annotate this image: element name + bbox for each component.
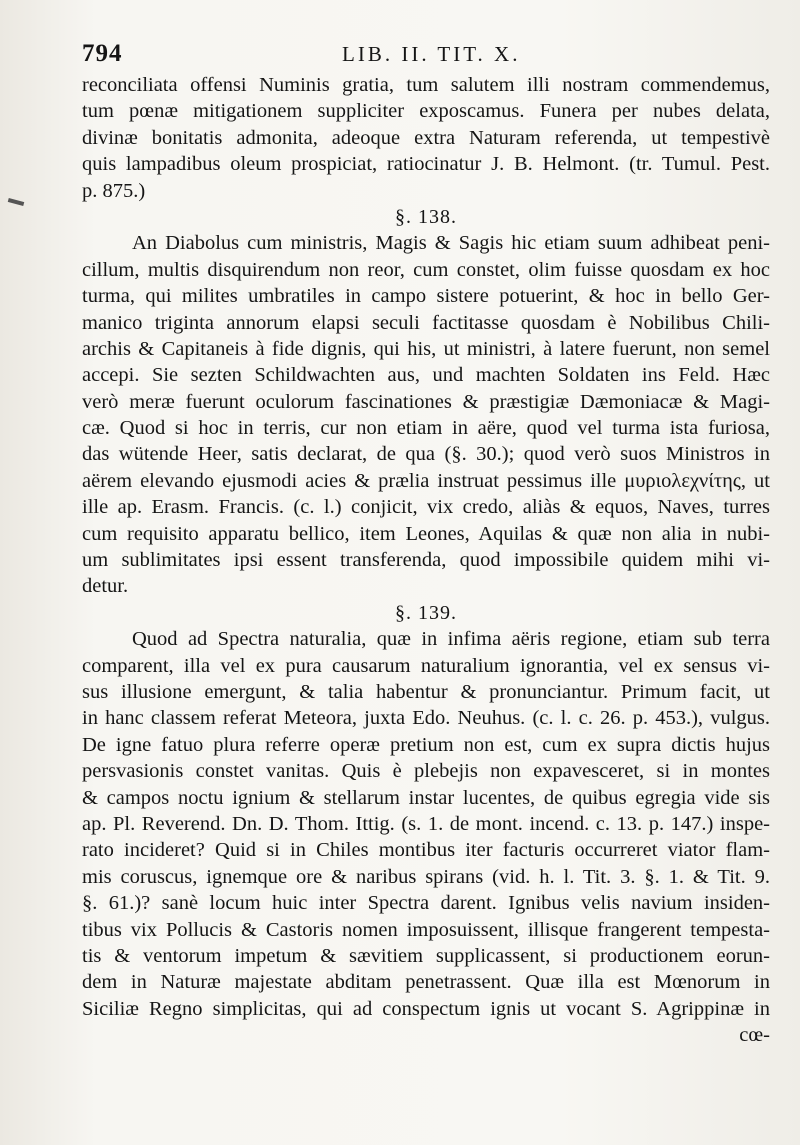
text-line: manico triginta annorum elapsi seculi factitasse quosdam è Nobilibus Chili- — [82, 311, 770, 334]
text-line: ap. Pl. Reverend. Dn. D. Thom. Ittig. (s. 1. de mont. incend. c. 13. p. 147.) inspe- — [82, 812, 770, 835]
text-line: verò meræ fuerunt oculorum fascinationes & præstigiæ Dæmoniacæ & Magi- — [82, 390, 770, 413]
text-line: cum requisito apparatu bellico, item Leones, Aquilas & quæ non alia in nubi- — [82, 522, 770, 545]
catchword: cœ- — [739, 1024, 770, 1047]
text-line: cæ. Quod si hoc in terris, cur non etiam in aëre, quod vel turma ista furiosa, — [82, 417, 770, 440]
text-line: reconciliata offensi Numinis gratia, tum salutem illi nostram commendemus, — [82, 74, 770, 96]
body-text — [82, 72, 770, 1048]
text-line: quis lampadibus oleum prospiciat, ratiocinatur J. B. Helmont. (tr. Tumul. Pest. — [82, 153, 770, 176]
text-line: rato incideret? Quid si in Chiles montibus iter facturis occurreret viator flam- — [82, 839, 770, 862]
text-line: archis & Capitaneis à fide dignis, qui his, ut ministri, à latere fuerunt, non semel — [82, 337, 770, 360]
text-line: um sublimitates ipsi essent transferenda, quod impossibile quidem mihi vi- — [82, 549, 770, 572]
margin-mark — [8, 198, 24, 206]
text-line: turma, qui milites umbratiles in campo sistere potuerint, & hoc in bello Ger- — [82, 285, 770, 308]
text-line: Siciliæ Regno simplicitas, qui ad conspectum ignis ut vocant S. Agrippinæ in — [82, 997, 770, 1020]
text-line: in hanc classem referat Meteora, juxta Edo. Neuhus. (c. l. c. 26. p. 453.), vulgus. — [82, 707, 770, 730]
text-line: Quod ad Spectra naturalia, quæ in infima aëris regione, etiam sub terra — [132, 628, 770, 651]
page-header — [82, 36, 772, 70]
text-line: De igne fatuo plura referre operæ pretium non est, cum ex supra dictis hujus — [82, 733, 770, 756]
text-line: persvasionis constet vanitas. Quis è plebejis non expavesceret, si in montes — [82, 760, 770, 783]
section-heading: §. 139. — [395, 601, 457, 624]
text-line: divinæ bonitatis admonita, adeoque extra Naturam referenda, ut tempestivè — [82, 126, 770, 149]
text-line: An Diabolus cum ministris, Magis & Sagis hic etiam suum adhibeat peni- — [132, 232, 770, 255]
text-line: dem in Naturæ majestate abditam penetrassent. Quæ illa est Mœnorum in — [82, 971, 770, 994]
text-line: das wütende Heer, satis declarat, de qua (§. 30.); quod verò suos Ministros in — [82, 443, 770, 466]
text-line: sus illusione emergunt, & talia habentur & pronunciantur. Primum facit, ut — [82, 680, 770, 703]
running-title: LIB. II. TIT. X. — [342, 42, 521, 66]
page-number: 794 — [82, 40, 123, 67]
text-line: §. 61.)? sanè locum huic inter Spectra darent. Ignibus velis navium insiden- — [82, 892, 770, 915]
text-line: tum pœnæ mitigationem suppliciter exposcamus. Funera per nubes delata, — [82, 100, 770, 123]
text-line: tis & ventorum impetum & sævitiem supplicassent, si productionem eorun- — [82, 944, 770, 967]
text-line: detur. — [82, 575, 129, 598]
text-line: ille ap. Erasm. Francis. (c. l.) conjicit, vix credo, aliàs & equos, Naves, turres — [82, 496, 770, 519]
text-line: cillum, multis disquirendum non reor, cum constet, olim fuisse quosdam ex hoc — [82, 258, 770, 281]
text-line: mis coruscus, ignemque ore & naribus spirans (vid. h. l. Tit. 3. §. 1. & Tit. 9. — [82, 865, 770, 888]
text-line: tibus vix Pollucis & Castoris nomen imposuissent, illisque frangerent tempesta- — [82, 918, 770, 941]
text-line: comparent, illa vel ex pura causarum naturalium ignorantia, vel ex sensus vi- — [82, 654, 770, 677]
text-line: p. 875.) — [82, 179, 146, 202]
text-line: & campos noctu ignium & stellarum instar lucentes, de quibus egregia vide sis — [82, 786, 770, 809]
text-line: aërem elevando ejusmodi acies & prælia instruat pessimus ille μυριολεχνίτης, ut — [82, 469, 770, 492]
section-heading: §. 138. — [395, 205, 457, 228]
text-line: accepi. Sie sezten Schildwachten aus, und machten Soldaten ins Feld. Hæc — [82, 364, 770, 387]
